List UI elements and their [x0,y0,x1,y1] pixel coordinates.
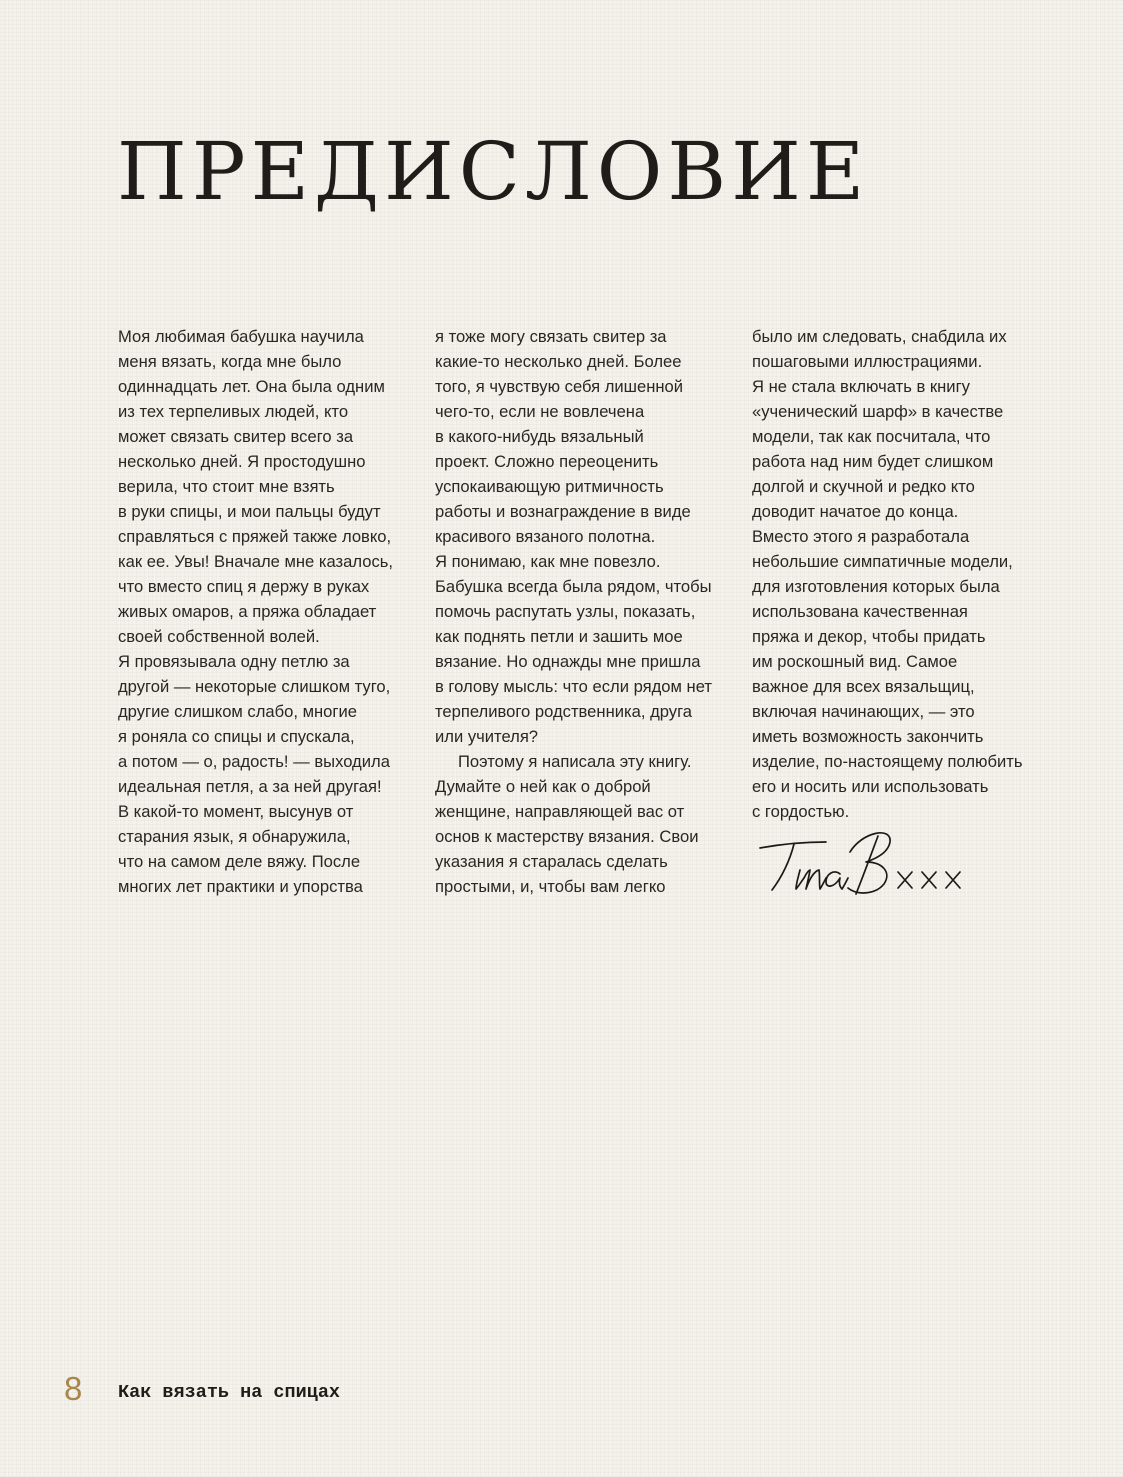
text-line: в голову мысль: что если рядом нет [435,677,712,696]
text-line: Я понимаю, как мне повезло. [435,552,661,571]
text-line: одиннадцать лет. Она была одним [118,377,385,396]
signature-stroke-i [796,870,804,889]
text-line: включая начинающих, — это [752,702,975,721]
signature-stroke-n [804,870,826,889]
signature-stroke-x1 [898,872,912,888]
text-line: меня вязать, когда мне было [118,352,342,371]
signature-stroke-b-stem [856,836,878,894]
text-line: Думайте о ней как о доброй [435,777,651,796]
text-line: а потом — о, радость! — выходила [118,752,390,771]
signature-stroke-b-bowls [848,833,890,893]
text-line: красивого вязаного полотна. [435,527,656,546]
text-line: указания я старалась сделать [435,852,668,871]
text-line: Поэтому я написала эту книгу. [458,752,692,771]
signature-stroke-a [826,872,848,889]
text-line: многих лет практики и упорства [118,877,363,896]
text-line: в какого-нибудь вязальный [435,427,644,446]
text-line: того, я чувствую себя лишенной [435,377,684,396]
text-line: терпеливого родственника, друга [435,702,693,721]
text-line: «ученический шарф» в качестве [752,402,1004,421]
text-line: я тоже могу связать свитер за [435,327,667,346]
text-line: для изготовления которых была [752,577,1000,596]
text-line: Бабушка всегда была рядом, чтобы [435,577,712,596]
text-line: женщине, направляющей вас от [435,802,685,821]
text-line: как поднять петли и зашить мое [435,627,683,646]
text-column-2 [435,324,725,899]
text-column-1 [118,324,408,899]
text-line: им роскошный вид. Самое [752,652,958,671]
text-line: Вместо этого я разработала [752,527,970,546]
text-line: что на самом деле вяжу. После [118,852,361,871]
text-line: изделие, по-настоящему полюбить [752,752,1023,771]
text-line: работа над ним будет слишком [752,452,994,471]
text-line: несколько дней. Я простодушно [118,452,366,471]
text-line: идеальная петля, а за ней другая! [118,777,382,796]
text-line: какие-то несколько дней. Более [435,352,682,371]
text-line: долгой и скучной и редко кто [752,477,975,496]
text-line: успокаивающую ритмичность [435,477,664,496]
text-line: Я не стала включать в книгу [752,377,970,396]
text-line: другие слишком слабо, многие [118,702,357,721]
text-line: другой — некоторые слишком туго, [118,677,391,696]
text-line: было им следовать, снабдила их [752,327,1007,346]
text-line: работы и вознаграждение в виде [435,502,691,521]
text-line: небольшие симпатичные модели, [752,552,1013,571]
text-line: пряжа и декор, чтобы придать [752,627,986,646]
text-line: или учителя? [435,727,539,746]
running-title: Как вязать на спицах [118,1382,341,1403]
signature-stroke-x2 [922,872,936,888]
text-line: основ к мастерству вязания. Свои [435,827,699,846]
text-line: Я провязывала одну петлю за [118,652,350,671]
text-line: с гордостью. [752,802,850,821]
text-line: иметь возможность закончить [752,727,984,746]
text-line: важное для всех вязальщиц, [752,677,975,696]
text-line: помочь распутать узлы, показать, [435,602,696,621]
page-number: 8 [64,1370,83,1407]
text-line: может связать свитер всего за [118,427,354,446]
signature-stroke-t-stem [772,844,794,890]
text-line: В какой-то момент, высунув от [118,802,354,821]
text-line: пошаговыми иллюстрациями. [752,352,983,371]
text-line: я роняла со спицы и спускала, [118,727,355,746]
text-line: чего-то, если не вовлечена [435,402,645,421]
text-line: как ее. Увы! Вначале мне казалось, [118,552,394,571]
signature-image [752,822,992,904]
text-line: Моя любимая бабушка научила [118,327,364,346]
page-title: ПРЕДИСЛОВИЕ [117,125,870,218]
text-column-3 [752,324,1042,824]
text-line: верила, что стоит мне взять [118,477,335,496]
text-line: справляться с пряжей также ловко, [118,527,392,546]
text-line: использована качественная [752,602,968,621]
text-line: простыми, и, чтобы вам легко [435,877,666,896]
text-line: вязание. Но однажды мне пришла [435,652,701,671]
signature-text [752,904,753,905]
text-line: живых омаров, а пряжа обладает [118,602,377,621]
text-line: из тех терпеливых людей, кто [118,402,349,421]
text-line: старания язык, я обнаружила, [118,827,351,846]
text-line: в руки спицы, и мои пальцы будут [118,502,381,521]
author-signature [752,822,992,904]
text-line: проект. Сложно переоценить [435,452,659,471]
text-line: своей собственной волей. [118,627,320,646]
text-line: его и носить или использовать [752,777,989,796]
text-line: доводит начатое до конца. [752,502,959,521]
signature-stroke-x3 [946,872,960,888]
text-line: модели, так как посчитала, что [752,427,991,446]
text-line: что вместо спиц я держу в руках [118,577,370,596]
